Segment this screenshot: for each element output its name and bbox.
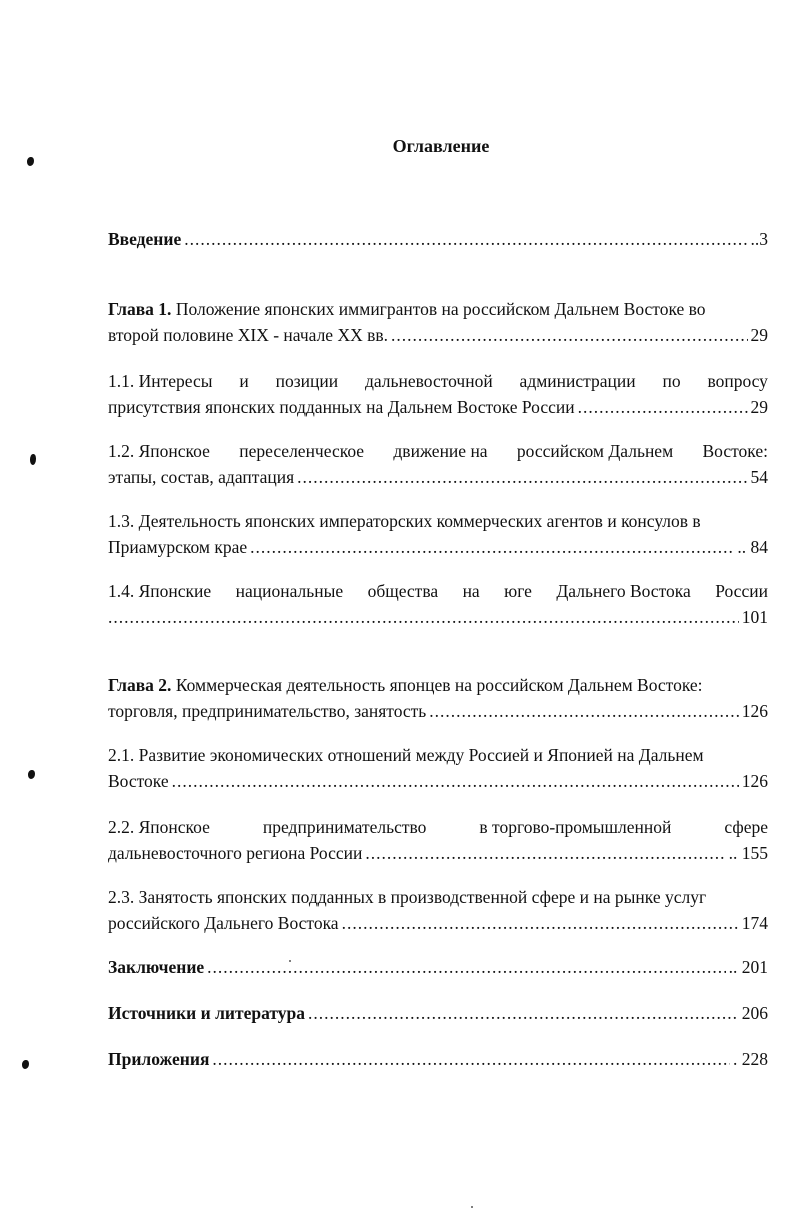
toc-title-line1: 1.3. Деятельность японских императорских коммерческих агентов и консулов в: [108, 511, 701, 531]
scan-hole-mark: [27, 157, 34, 166]
page-number: 29: [750, 325, 768, 345]
toc-word: по: [662, 371, 681, 391]
toc-title-line2: этапы, состав, адаптация: [108, 467, 295, 487]
chapter-number: Глава 2.: [108, 675, 172, 695]
page-number: 54: [750, 467, 768, 487]
toc-entry-1-4[interactable]: [108, 578, 768, 630]
leader-dots: [184, 226, 747, 252]
leader-dots: [308, 1000, 739, 1026]
toc-label: Введение: [108, 229, 182, 249]
toc-entry-conclusion[interactable]: [108, 954, 768, 980]
leader-dots: [172, 768, 739, 794]
leader-dots: [429, 698, 738, 724]
toc-label: Приложения: [108, 1049, 210, 1069]
toc-word: позиции: [275, 371, 339, 391]
leader-dots: [108, 604, 739, 630]
page-number: . 228: [733, 1049, 768, 1069]
toc-word: общества: [367, 581, 439, 601]
chapter-number: Глава 1.: [108, 299, 172, 319]
page-number: .. 201: [728, 957, 768, 977]
toc-word: предпринимательство: [262, 817, 427, 837]
toc-word: 2.2. Японское: [108, 817, 210, 837]
leader-dots: [391, 322, 748, 348]
toc-word: сфере: [724, 817, 768, 837]
toc-word: России: [715, 581, 768, 601]
scan-hole-mark: [22, 1060, 29, 1069]
leader-dots: [578, 394, 748, 420]
toc-title-line2: Востоке: [108, 771, 169, 791]
toc-label: Заключение: [108, 957, 205, 977]
page-number: ..3: [750, 229, 768, 249]
toc-word: российском Дальнем: [516, 441, 674, 461]
page-number: 29: [750, 397, 768, 417]
toc-word: Дальнего Востока: [556, 581, 691, 601]
toc-title-line1: 2.3. Занятость японских подданных в производственной сфере и на рынке услуг: [108, 887, 707, 907]
toc-entry-appendix[interactable]: [108, 1046, 768, 1072]
chapter-title-line2: торговля, предпринимательство, занятость: [108, 701, 427, 721]
leader-dots: [297, 464, 747, 490]
toc-entry-2-3[interactable]: [108, 884, 768, 936]
leader-dots: [212, 1046, 730, 1072]
scan-speck: [471, 1206, 473, 1208]
toc-label: Источники и литература: [108, 1003, 305, 1023]
toc-word: переселенческое: [239, 441, 365, 461]
toc-word: и: [239, 371, 249, 391]
toc-word: национальные: [235, 581, 344, 601]
toc-entry-1-1[interactable]: [108, 368, 768, 420]
toc-title-line2: российского Дальнего Востока: [108, 913, 339, 933]
page-number: 126: [741, 771, 768, 791]
page-number: 101: [741, 607, 768, 627]
toc-word: на: [462, 581, 480, 601]
toc-entry-1-3[interactable]: [108, 508, 768, 560]
leader-dots: [365, 840, 725, 866]
page-number: 174: [741, 913, 768, 933]
toc-title-line2: дальневосточного региона России: [108, 843, 363, 863]
toc-word: вопросу: [707, 371, 768, 391]
toc-word: движение на: [393, 441, 488, 461]
chapter-title-line2: второй половине XIX - начале XX вв.: [108, 325, 388, 345]
page-number: .. 155: [728, 843, 768, 863]
toc-entry-2-1[interactable]: [108, 742, 768, 794]
toc-entry-chapter-2[interactable]: [108, 672, 768, 724]
toc-entry-2-2[interactable]: [108, 814, 768, 866]
page-number: 126: [741, 701, 768, 721]
toc-word: 1.1. Интересы: [108, 371, 213, 391]
toc-title-line2: Приамурском крае: [108, 537, 248, 557]
scan-hole-mark: [30, 454, 36, 465]
leader-dots: [207, 954, 725, 980]
toc-word: администрации: [519, 371, 636, 391]
page-title: Оглавление: [392, 136, 490, 156]
leader-dots: [342, 910, 739, 936]
toc-title-line2: присутствия японских подданных на Дальнем Востоке России: [108, 397, 575, 417]
toc-entry-1-2[interactable]: [108, 438, 768, 490]
toc-word: Востоке:: [702, 441, 768, 461]
page-number: 206: [741, 1003, 768, 1023]
scan-hole-mark: [28, 770, 35, 779]
toc-word: в торгово-промышленной: [479, 817, 672, 837]
scan-speck: [289, 960, 291, 962]
chapter-title-line1: Положение японских иммигрантов на российском Дальнем Востоке во: [171, 299, 706, 319]
toc-word: юге: [504, 581, 532, 601]
toc-entry-sources[interactable]: [108, 1000, 768, 1026]
chapter-title-line1: Коммерческая деятельность японцев на российском Дальнем Востоке:: [171, 675, 703, 695]
toc-entry-intro[interactable]: [108, 226, 768, 252]
toc-word: 1.4. Японские: [108, 581, 212, 601]
page-number: .. 84: [737, 537, 768, 557]
toc-title-line1: 2.1. Развитие экономических отношений между Россией и Японией на Дальнем: [108, 745, 704, 765]
toc-entry-chapter-1[interactable]: [108, 296, 768, 348]
leader-dots: [250, 534, 734, 560]
toc-word: 1.2. Японское: [108, 441, 210, 461]
toc-word: дальневосточной: [364, 371, 493, 391]
